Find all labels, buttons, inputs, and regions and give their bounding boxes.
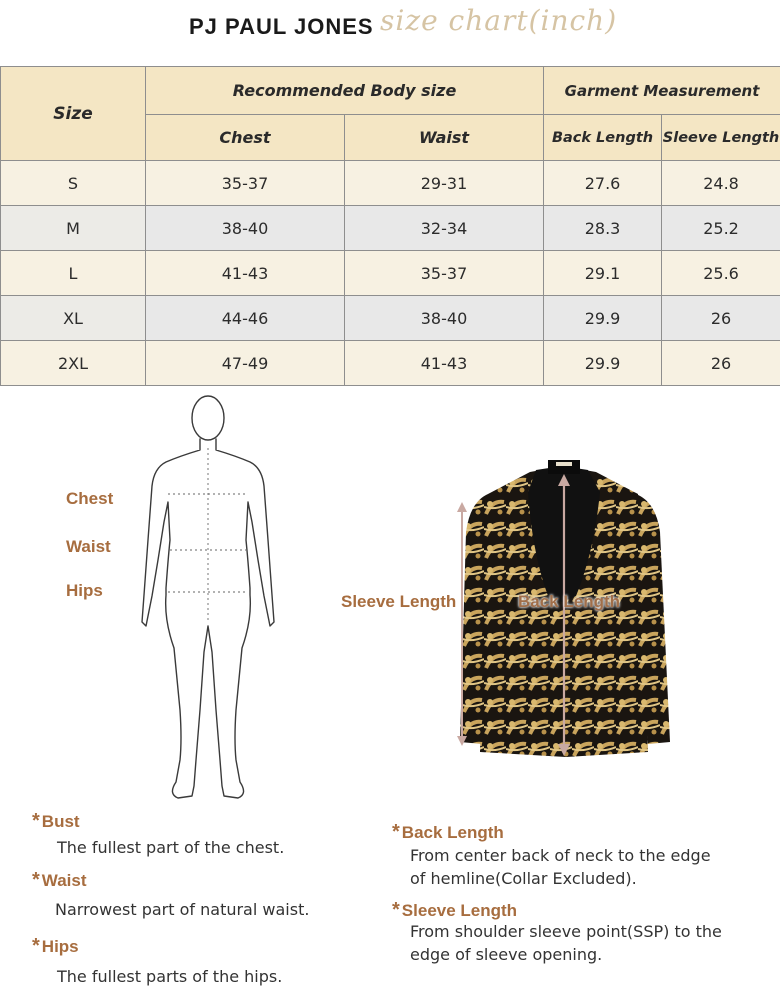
header xyxy=(0,0,780,62)
table-row xyxy=(1,161,780,206)
waist-definition-title: * Waist xyxy=(32,869,87,891)
waist-cell: 32-34 xyxy=(345,206,544,251)
sleeve-length-cell: 25.6 xyxy=(662,251,780,296)
sleeve-length-cell: 24.8 xyxy=(662,161,780,206)
waist-cell: 41-43 xyxy=(345,341,544,386)
body-size-group-header: Recommended Body size xyxy=(146,67,544,115)
waist-definition-text: Narrowest part of natural waist. xyxy=(55,900,310,919)
sleeve-length-definition-title: * Sleeve Length xyxy=(392,899,518,921)
asterisk-icon: * xyxy=(32,810,40,832)
hips-figure-label: Hips xyxy=(66,581,103,600)
chest-cell: 44-46 xyxy=(146,296,345,341)
head-outline xyxy=(192,396,224,440)
asterisk-icon: * xyxy=(392,821,400,843)
back-length-cell: 27.6 xyxy=(544,161,662,206)
asterisk-icon: * xyxy=(32,935,40,957)
waist-cell: 35-37 xyxy=(345,251,544,296)
sleeve-length-cell: 26 xyxy=(662,341,780,386)
waist-column-header: Waist xyxy=(345,115,544,161)
waist-cell: 38-40 xyxy=(345,296,544,341)
back-length-column-header: Back Length xyxy=(544,115,662,161)
size-cell: M xyxy=(1,206,146,251)
waist-figure-label: Waist xyxy=(66,537,111,556)
back-length-figure-label: Back Length xyxy=(518,592,621,611)
asterisk-icon: * xyxy=(392,899,400,921)
sleeve-length-cell: 25.2 xyxy=(662,206,780,251)
chest-column-header: Chest xyxy=(146,115,345,161)
size-chart-subtitle: size chart(inch) xyxy=(380,4,618,37)
hips-definition-title: * Hips xyxy=(32,935,79,957)
table-row xyxy=(1,296,780,341)
size-cell: S xyxy=(1,161,146,206)
size-cell: XL xyxy=(1,296,146,341)
chest-cell: 35-37 xyxy=(146,161,345,206)
bust-definition-text: The fullest part of the chest. xyxy=(57,838,285,857)
back-length-definition-text: From center back of neck to the edge of hemline(Collar Excluded). xyxy=(410,846,711,888)
back-length-cell: 28.3 xyxy=(544,206,662,251)
chest-cell: 47-49 xyxy=(146,341,345,386)
table-row xyxy=(1,206,780,251)
size-cell: L xyxy=(1,251,146,296)
sleeve-length-figure-label: Sleeve Length xyxy=(341,592,457,611)
brand-title: PJ PAUL JONES xyxy=(189,14,374,39)
size-cell: 2XL xyxy=(1,341,146,386)
sleeve-length-column-header: Sleeve Length xyxy=(662,115,780,161)
sleeve-length-arrow xyxy=(452,500,472,748)
chest-figure-label: Chest xyxy=(66,489,114,508)
back-length-definition-title: * Back Length xyxy=(392,821,504,843)
sleeve-length-cell: 26 xyxy=(662,296,780,341)
waist-cell: 29-31 xyxy=(345,161,544,206)
chest-cell: 41-43 xyxy=(146,251,345,296)
back-length-cell: 29.1 xyxy=(544,251,662,296)
size-chart-table xyxy=(0,66,780,386)
human-body-figure xyxy=(130,390,290,810)
sleeve-length-definition-text: From shoulder sleeve point(SSP) to the edge of sleeve opening. xyxy=(410,922,722,964)
bust-definition-title: * Bust xyxy=(32,810,80,832)
asterisk-icon: * xyxy=(32,869,40,891)
size-header: Size xyxy=(1,67,146,161)
hips-definition-text: The fullest parts of the hips. xyxy=(57,967,283,986)
chest-cell: 38-40 xyxy=(146,206,345,251)
table-row xyxy=(1,341,780,386)
back-length-cell: 29.9 xyxy=(544,341,662,386)
back-length-cell: 29.9 xyxy=(544,296,662,341)
garment-group-header: Garment Measurement xyxy=(544,67,780,115)
table-row xyxy=(1,251,780,296)
